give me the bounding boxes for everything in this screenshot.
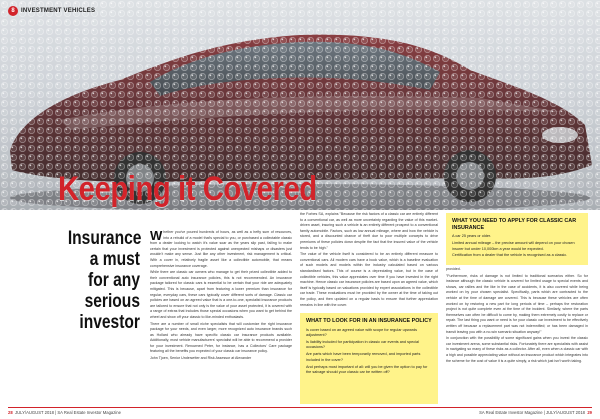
footer-right: SA Real Estate Investor Magazine | JULY/AUGUST 2018 29 (479, 410, 592, 415)
article-paragraph: John Tjoen, Senior Underwriter and Risk Assessor at Alexander (150, 356, 252, 361)
sidebar-box-what-to-look-for (300, 313, 438, 404)
article-paragraph: hether you've poured hundreds of hours, as well as a hefty sum of resources, into a rebuild of a model that's special to you, or purchased a collectable classic from a dealer looking to watch it's value soar as the years slip past, failing to make certain that your investment is protected against unexpected mishaps or disasters just wouldn't make any sense. Just like any other investment, risk management is critical. With a cover in, relatively fragile asset like a collectible automobile, that means comprehensive insurance coverage. (150, 230, 292, 268)
sidebar-box-title: WHAT YOU NEED TO APPLY FOR CLASSIC CAR INSURANCE (452, 218, 577, 231)
sidebar-box-item: Is cover based on an agreed value with scope for regular upwards adjustment? (306, 327, 418, 337)
sidebar-box-item: Certification from a dealer that the vehicle is recognised as a classic. (452, 253, 568, 258)
footer-rule (8, 407, 592, 408)
publication-right: SA Real Estate Investor Magazine (479, 410, 543, 415)
article-paragraph: provided. (446, 267, 461, 271)
article-column-2 (300, 212, 438, 309)
page-number-left: 28 (8, 410, 13, 415)
section-label: INVESTMENT VEHICLES (21, 8, 96, 14)
article-paragraph: The value of the vehicle itself is considered to be an entirely different measure to conventional cars. All modern cars have a book value, which is a baseline evaluation of such models and models within the industry calculated based on various standardised factors. This of course is a depreciating value, but in the case of collectible vehicles, this value appreciates over time if you have invested in the right machine. Hence classic car insurance policies are based upon an agreed value, which itself is typically based on valuations provided by expert associations in the collectible car trade. These evaluations must be provided by the owner at the time of taking out the policy, and then updated on a regular basis to ensure that further appreciation remains in line with the cover. (300, 252, 438, 307)
section-badge: 8 (8, 6, 18, 16)
sidebar-box-what-you-need (446, 213, 588, 265)
headline: Keeping it Covered (58, 170, 317, 208)
article-paragraph: While there are classic car owners who manage to get their prized collectible added to their conventional auto insurance policies, this is not recommended. An insurance package tailored for classic cars is essential to be certain that your ride are adequately mitigated. This is because, apart from featuring a lower premium than insurance for regular, everyday cars, these cars typically cover different sorts of damage. Classic car policies are based on an agreed value that is a one-to-one, specialist insurance products are tailored to ensure that not only is the value of your asset protected, it is covered with a range of extras that includes those special occasions when you want to get behind the wheel and show off your classic to like-minded enthusiasts. (150, 270, 292, 319)
article-paragraph: "Furthermore, risks of damage is not limited to traditional scenarios either. So for instance although the classic vehicle is covered for limited usage to special events and shows, car rallies and the like in the case of accidents, it is also covered while being worked on by your chosen specialist. Specifically, parts which are contracted to the vehicle at the time of damage are covered. This is because these vehicles are often worked on by restoring a new part for long periods of time – perhaps the restoration project is not quite complete even at the time of the incident. Similarly, where the parts themselves can often be difficult to come by, making them extremely costly to replace or repair. The last thing you want or need is for your classic car investment to be effectively written off because a replacement part was not indemnified; or has been damaged in transit leaving you with a no-win scenario situation anyway!" (446, 273, 588, 334)
article-paragraph: In conjunction with the possibility of some significant gains when you invest the classic car investment arena, some substantial risks. Fortunately there are specialists with assist in navigating so many of these risks as a collector. After all, even when a classic car with a high and possible appreciating value without an insurance product which integrates into the scheme for the cost of value it is a quite simply, a risk which just isn't worth taking. (446, 336, 588, 363)
issue-date-left: JULY/AUGUST 2018 (15, 410, 54, 415)
drop-cap: W (150, 228, 163, 243)
sidebar-box-item: Limited annual mileage – the precise amount will depend on your chosen insurer but under 10,000km a year would be expected. (452, 241, 575, 251)
page-footer (0, 407, 600, 419)
sidebar-box-item: Are parts which have been temporarily removed, and imported parts included in the cover? (306, 352, 421, 362)
footer-left: 28 JULY/AUGUST 2018 | SA Real Estate Investor Magazine (8, 410, 121, 415)
issue-date-right: JULY/AUGUST 2018 (546, 410, 585, 415)
page-number-right: 29 (587, 410, 592, 415)
sidebar-box-item: Is liability included for participation in classic car events and special occasions? (306, 339, 419, 350)
sidebar-box-item: And perhaps most important of all: will you be given the option to pay for the salvage should your classic car be written off? (306, 364, 428, 374)
sidebar-box-item: A car 25 years or older. (452, 234, 492, 239)
sidebar-box-title: WHAT TO LOOK FOR IN AN INSURANCE POLICY (306, 318, 432, 324)
article-column-3 (446, 267, 588, 365)
publication-left: SA Real Estate Investor Magazine (57, 410, 121, 415)
section-tag (8, 6, 95, 16)
standfirst: Insurance a must for any serious investor (67, 228, 142, 333)
article-column-1 (150, 230, 292, 363)
article-paragraph: the Forbes SA, explains "Because the risk factors of a classic car are entirely different to a conventional car, as well as more uncertainty regarding the value of this market-driven asset, insuring such a vehicle is an entirely different prospect to a conventional family automobile. Factors, such as low annual mileage, where and how the vehicle is stored, and a discounted chance of theft due to poor multiple concepts to drive premiums of these policies down despite the fact that the insured value of the vehicle tends to be high." (300, 212, 438, 250)
article-paragraph: There are a number of small niche specialists that will customize the right insurance package for your needs, and even larger, more recognized auto insurance brands such as Hollard who already have specific classic car insurance products available. Additionally, most vehicle manufacturers' specialist will be able to recommend a provider for your investment. Renowned Peter, for instance, has a Collectors' Care package featuring all the benefits you expected of your classic car insurance policy. (150, 321, 292, 354)
